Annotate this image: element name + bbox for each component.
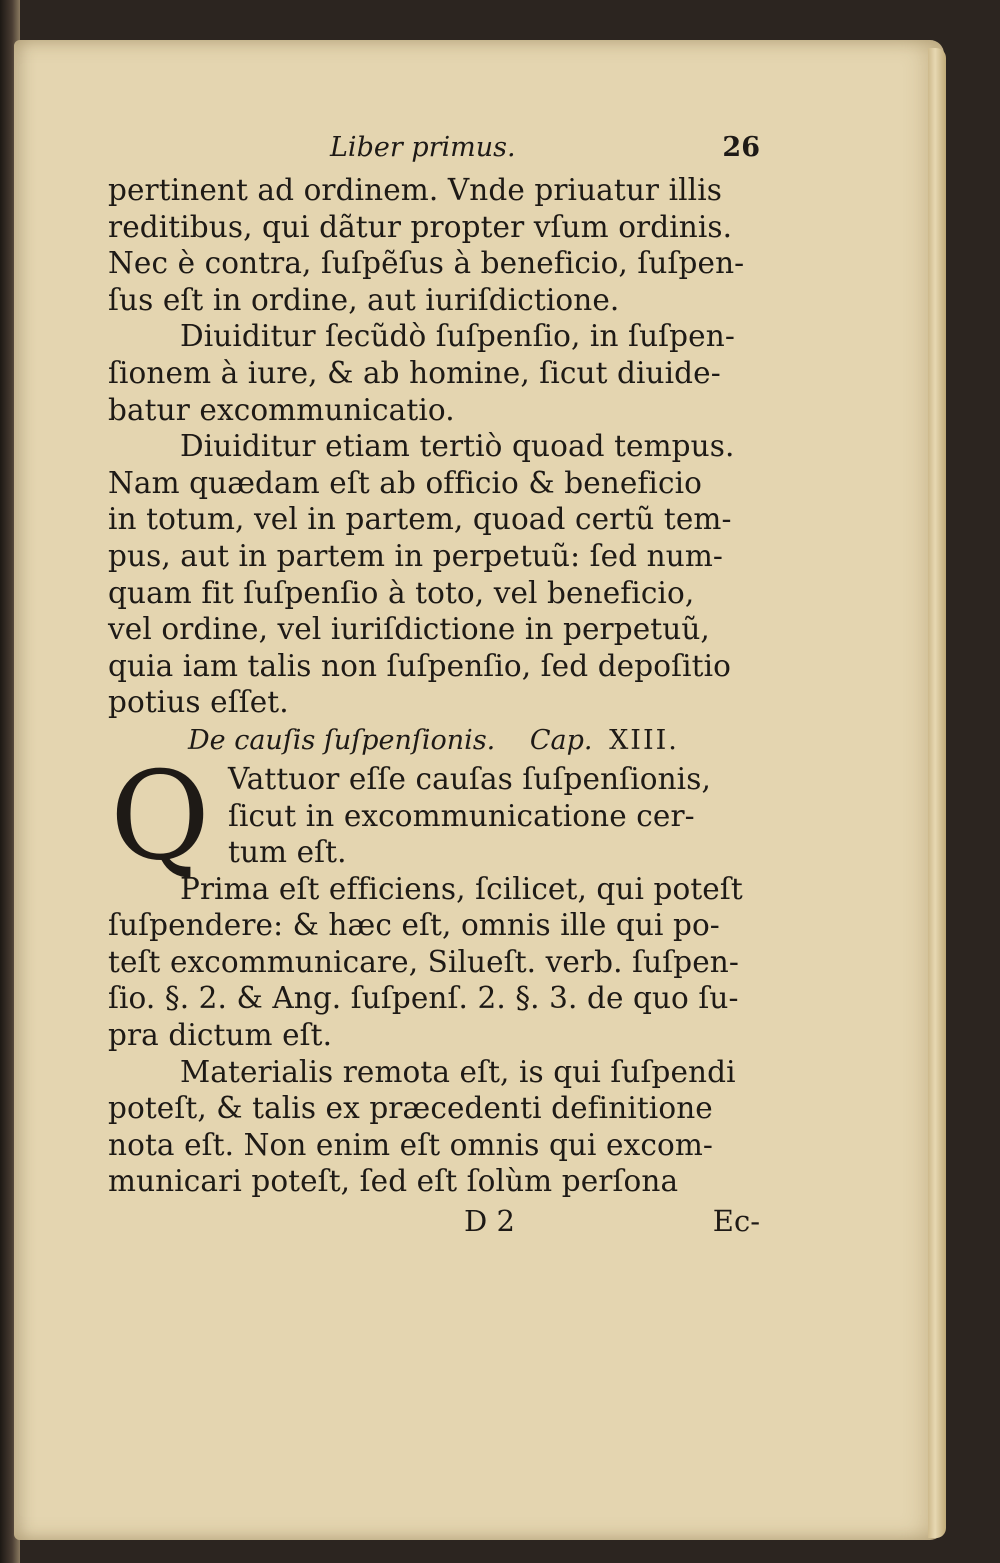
page-text [108,132,760,1244]
page-footer [108,1204,760,1244]
text-line: teſt excommunicare, Silueſt. verb. ſuſpen- [108,944,739,979]
paragraph-5 [108,871,760,1054]
text-line: ſionem à iure, & ab homine, ſicut diuide- [108,355,721,390]
text-line: ſus eſt in ordine, aut iuriſdictione. [108,282,620,317]
text-line: potius eſſet. [108,685,289,720]
text-line: pra dictum eſt. [108,1018,333,1053]
running-title: Liber primus. [330,132,516,163]
text-line: in totum, vel in partem, quoad certũ tem- [108,502,732,537]
text-line: nota eſt. Non enim eſt omnis qui excom- [108,1127,713,1162]
text-line: Nam quædam eſt ab officio & beneficio [108,465,702,500]
text-line: Prima eſt efficiens, ſcilicet, qui poteſt [180,871,743,906]
text-line: municari poteſt, ſed eſt ſolùm perſona [108,1164,679,1199]
text-line: Nec è contra, ſuſpẽſus à beneficio, ſuſpen- [108,246,745,281]
text-line: tum eſt. [228,835,347,870]
text-line: batur excommunicatio. [108,392,455,427]
folio-number: 26 [722,132,760,163]
text-line: Diuiditur etiam tertiò quoad tempus. [180,429,735,464]
page-edge [928,48,946,1538]
text-line: quia iam talis non ſuſpenſio, ſed depoſitio [108,648,731,683]
drop-cap: Q [110,744,211,887]
text-line: ſicut in excommunicatione cer- [228,798,695,833]
text-line: vel ordine, vel iuriſdictione in perpetuũ, [108,612,710,647]
paragraph-1 [108,172,760,318]
paragraph-3 [108,428,760,721]
text-line: ſuſpendere: & hæc eſt, omnis ille qui po- [108,908,720,943]
page-header [108,132,760,172]
catchword: Ec- [712,1204,760,1239]
text-line: pus, aut in partem in perpetuũ: ſed num- [108,538,723,573]
text-line: poteſt, & talis ex præcedenti definitione [108,1091,713,1126]
text-line: Materialis remota eſt, is qui ſuſpendi [180,1054,736,1089]
signature-mark: D 2 [464,1204,515,1239]
text-line: reditibus, qui dãtur propter vſum ordinis. [108,209,733,244]
chapter-number: XIII. [609,724,679,756]
paragraph-6 [108,1054,760,1200]
text-line: pertinent ad ordinem. Vnde priuatur illis [108,173,722,207]
chapter-title: De cauſis ſuſpenſionis. [188,724,496,756]
text-line: quam fit ſuſpenſio à toto, vel beneficio, [108,575,695,610]
text-line: Diuiditur ſecũdò ſuſpenſio, in ſuſpen- [180,319,735,354]
text-line: ſio. §. 2. & Ang. ſuſpenſ. 2. §. 3. de quo ſu- [108,981,739,1016]
initial-paragraph [108,744,760,887]
text-line: Vattuor eſſe cauſas ſuſpenſionis, [228,761,711,796]
paragraph-2 [108,318,760,428]
chapter-label: Cap. [529,724,593,756]
